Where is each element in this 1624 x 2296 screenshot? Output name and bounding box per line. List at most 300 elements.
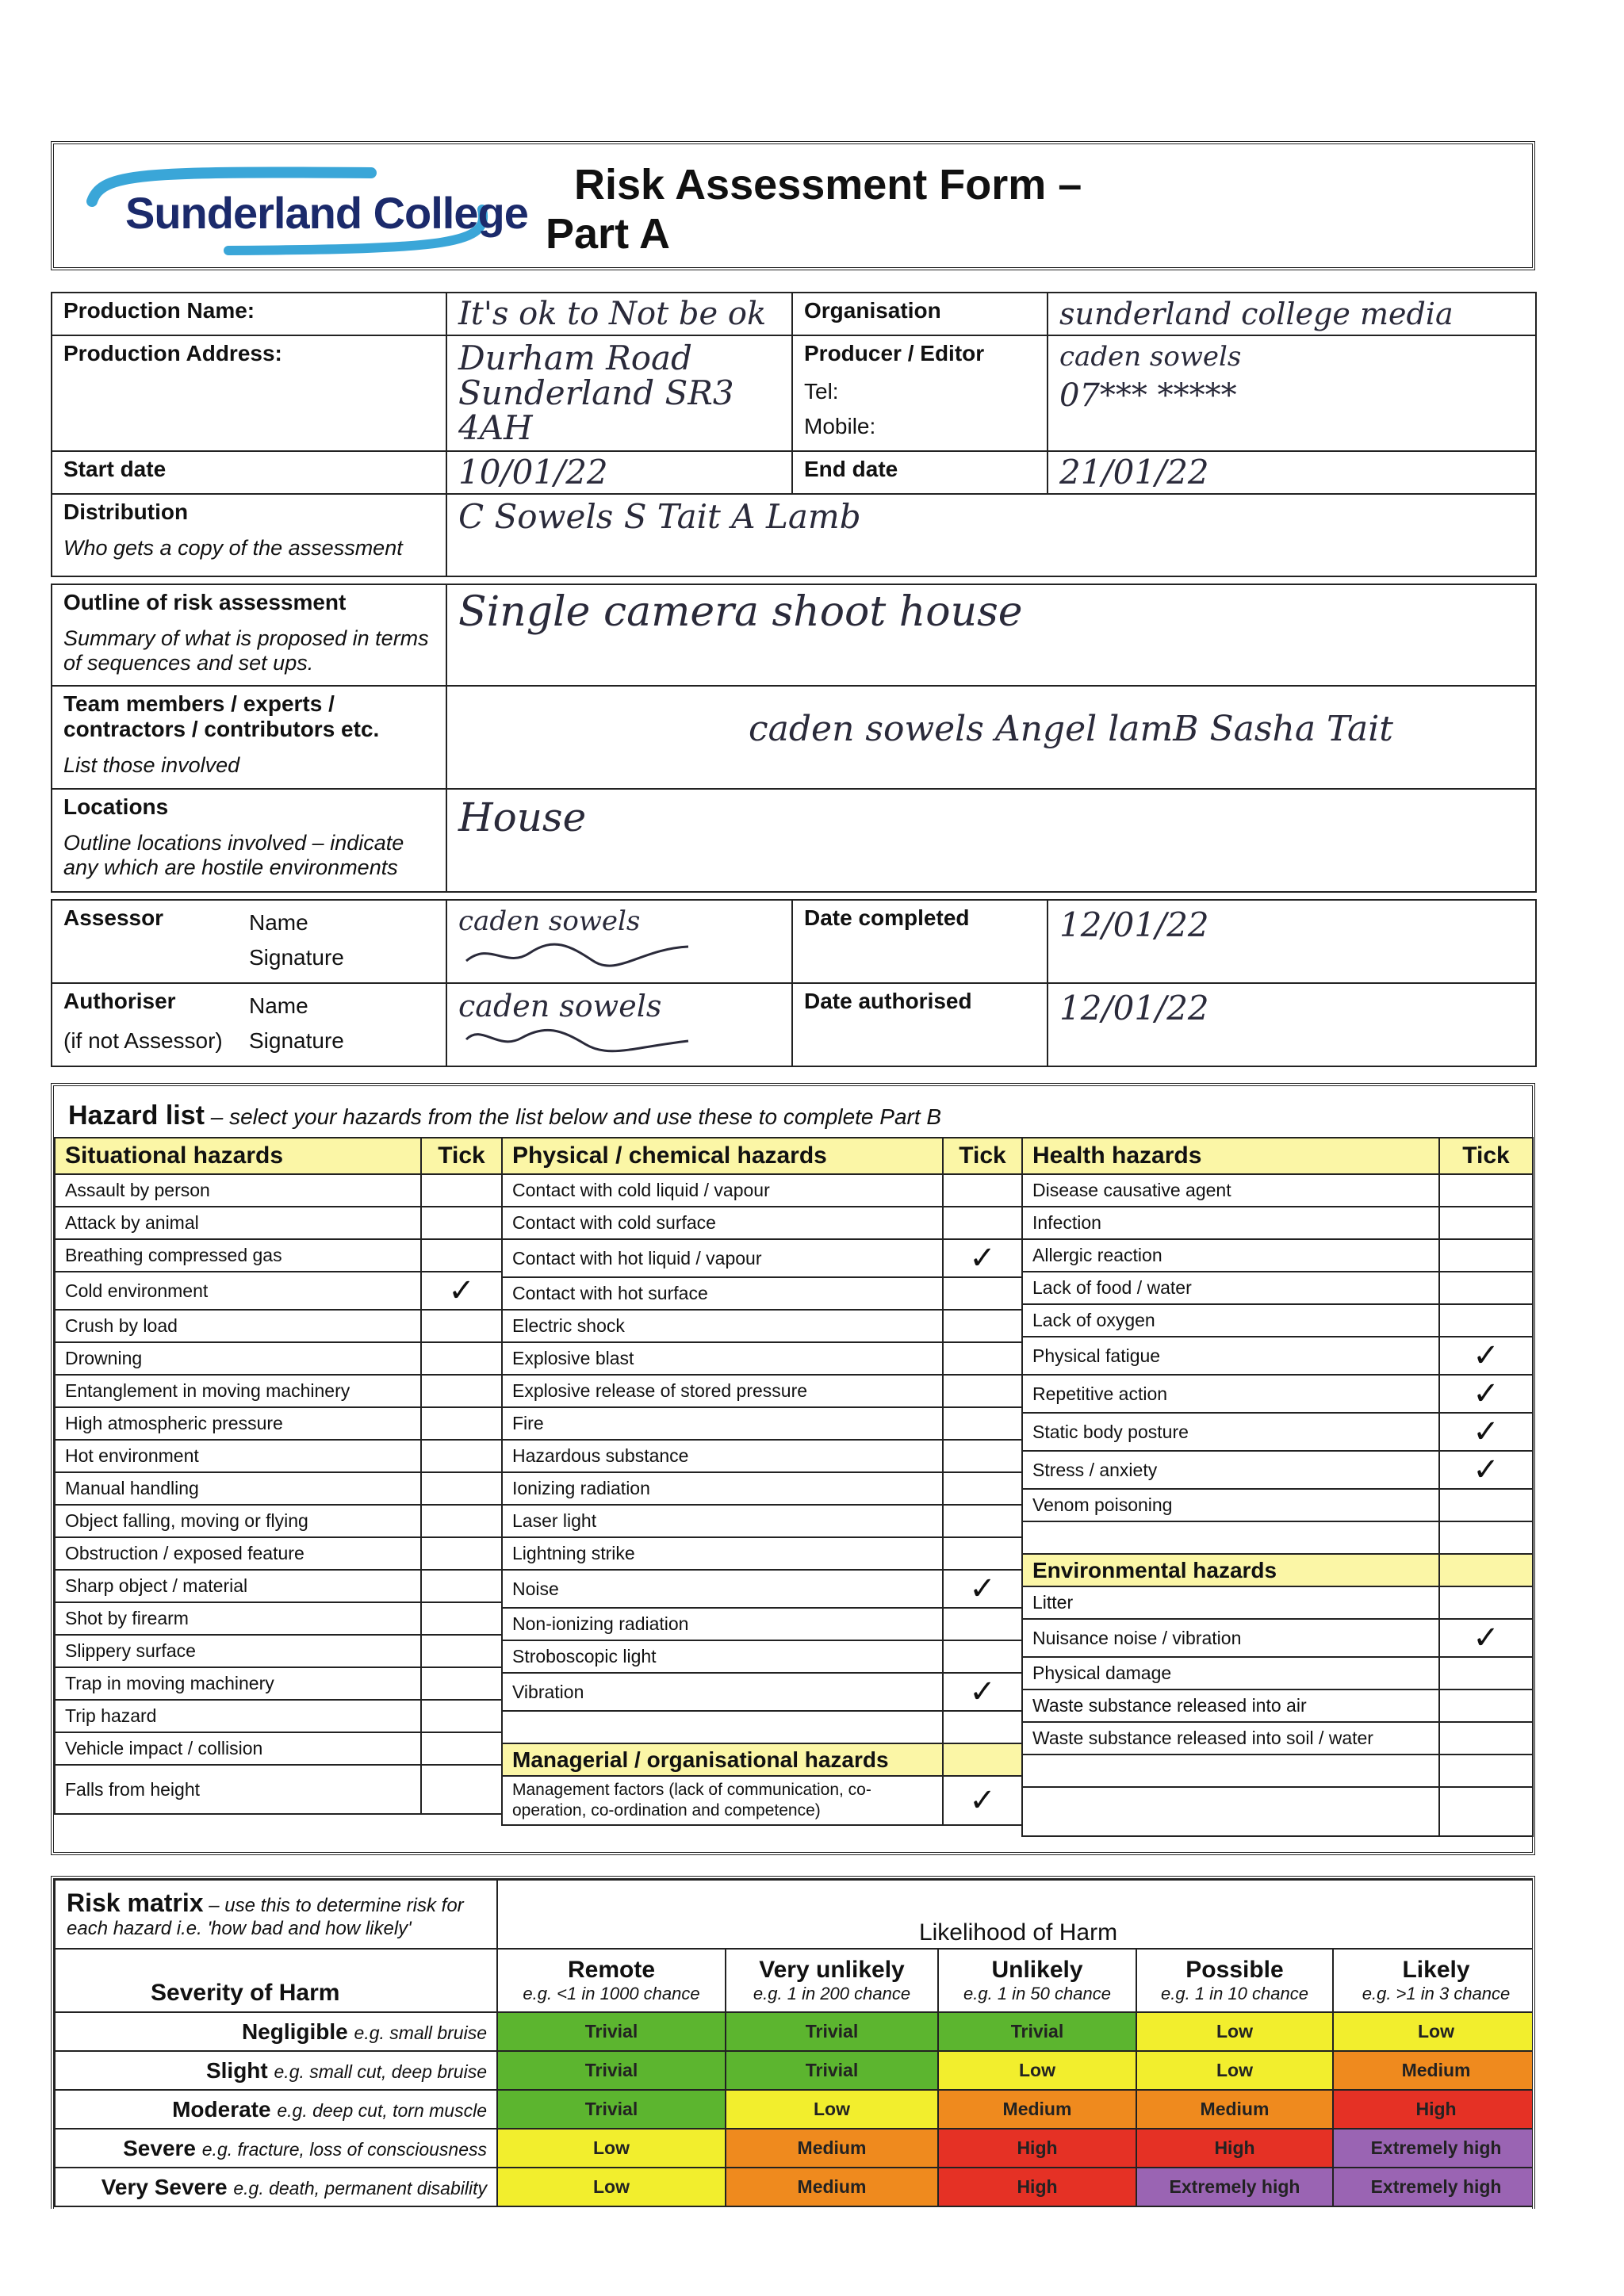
tick-box[interactable] xyxy=(1439,1272,1533,1304)
severity-example: e.g. deep cut, torn muscle xyxy=(277,2099,487,2121)
hazard-list-section xyxy=(51,1083,1535,1855)
tick-box[interactable] xyxy=(421,1765,502,1814)
tick-head: Tick xyxy=(1439,1138,1533,1174)
situational-hazard-label: Cold environment xyxy=(55,1272,421,1310)
risk-level-cell: Trivial xyxy=(726,2012,938,2051)
hazard-row xyxy=(502,1640,1022,1673)
risk-level-cell: Low xyxy=(726,2090,938,2129)
risk-level-cell: Medium xyxy=(938,2090,1136,2129)
tick-box[interactable] xyxy=(1439,1657,1533,1689)
empty-cell xyxy=(1022,1787,1439,1836)
locations-value[interactable]: House xyxy=(446,789,1536,892)
physical-hazard-label: Contact with hot liquid / vapour xyxy=(502,1239,943,1277)
subsection-header xyxy=(1022,1554,1533,1586)
health-hazard-label: Physical fatigue xyxy=(1022,1337,1439,1375)
tick-box[interactable]: ✓ xyxy=(1439,1619,1533,1657)
hazard-row-empty xyxy=(1022,1521,1533,1554)
organisation-value[interactable]: sunderland college media xyxy=(1048,293,1536,335)
assessor-signature-label: Signature xyxy=(249,945,344,970)
tick-box[interactable] xyxy=(943,1640,1022,1673)
hazard-row xyxy=(55,1407,502,1440)
tick-box[interactable] xyxy=(1439,1239,1533,1272)
tick-box[interactable] xyxy=(421,1239,502,1272)
mobile-label: Mobile: xyxy=(804,414,876,438)
environmental-hazard-label: Waste substance released into soil / water xyxy=(1022,1722,1439,1755)
tick-box[interactable] xyxy=(943,1174,1022,1207)
tick-box[interactable] xyxy=(1439,1207,1533,1239)
hazard-row xyxy=(502,1277,1022,1310)
outline-label: Outline of risk assessment xyxy=(63,590,347,614)
tick-box[interactable]: ✓ xyxy=(1439,1337,1533,1375)
tick-head: Tick xyxy=(421,1138,502,1174)
risk-matrix-row xyxy=(55,2129,1535,2168)
hazard-row xyxy=(55,1505,502,1537)
physical-hazard-label: Contact with cold liquid / vapour xyxy=(502,1174,943,1207)
tick-box[interactable] xyxy=(421,1732,502,1765)
production-address-label: Production Address: xyxy=(52,335,446,451)
likelihood-example: e.g. >1 in 3 chance xyxy=(1362,1984,1511,2003)
health-hazard-label: Infection xyxy=(1022,1207,1439,1239)
tick-box[interactable] xyxy=(421,1635,502,1667)
tick-box[interactable] xyxy=(943,1277,1022,1310)
likelihood-header xyxy=(1136,1949,1333,2012)
hazard-row xyxy=(55,1765,502,1814)
hazard-row xyxy=(502,1342,1022,1375)
risk-level-cell: Low xyxy=(497,2129,726,2168)
hazard-row xyxy=(502,1472,1022,1505)
risk-level-cell: High xyxy=(938,2129,1136,2168)
managerial-head: Managerial / organisational hazards xyxy=(502,1743,943,1776)
risk-level-cell: Trivial xyxy=(938,2012,1136,2051)
risk-matrix-row xyxy=(55,2012,1535,2051)
tick-box[interactable]: ✓ xyxy=(943,1570,1022,1608)
authoriser-sub: (if not Assessor) xyxy=(63,1028,223,1053)
outline-cell xyxy=(52,584,446,686)
likelihood-example: e.g. <1 in 1000 chance xyxy=(523,1984,700,2003)
tick-box[interactable] xyxy=(421,1407,502,1440)
situational-hazard-label: Obstruction / exposed feature xyxy=(55,1537,421,1570)
hazard-row xyxy=(1022,1174,1533,1207)
situational-hazard-label: Breathing compressed gas xyxy=(55,1239,421,1272)
producer-value: caden sowels xyxy=(1059,341,1242,373)
tick-box[interactable] xyxy=(1439,1174,1533,1207)
physical-hazard-label: Laser light xyxy=(502,1505,943,1537)
hazard-row xyxy=(55,1732,502,1765)
tick-box[interactable] xyxy=(421,1472,502,1505)
tick-box[interactable] xyxy=(421,1667,502,1700)
likelihood-name: Remote xyxy=(567,1957,656,1983)
risk-level-cell: Medium xyxy=(726,2129,938,2168)
physical-hazard-label: Fire xyxy=(502,1407,943,1440)
tick-box[interactable] xyxy=(421,1310,502,1342)
hazard-row xyxy=(55,1239,502,1272)
situational-hazard-label: Attack by animal xyxy=(55,1207,421,1239)
likelihood-header xyxy=(726,1949,938,2012)
outline-value[interactable]: Single camera shoot house xyxy=(446,584,1536,686)
tick-box[interactable] xyxy=(1439,1689,1533,1722)
tick-box[interactable] xyxy=(421,1342,502,1375)
college-logo xyxy=(70,155,546,258)
tick-box[interactable] xyxy=(943,1711,1022,1743)
physical-hazard-label: Noise xyxy=(502,1570,943,1608)
physical-hazard-label: Non-ionizing radiation xyxy=(502,1608,943,1640)
likelihood-name: Unlikely xyxy=(991,1957,1083,1983)
health-hazard-label: Venom poisoning xyxy=(1022,1489,1439,1521)
risk-matrix-row xyxy=(55,2090,1535,2129)
hazard-row xyxy=(1022,1304,1533,1337)
assessor-signature-icon xyxy=(458,937,696,972)
severity-example: e.g. small cut, deep bruise xyxy=(274,2061,487,2082)
tick-box[interactable]: ✓ xyxy=(421,1272,502,1310)
locations-label: Locations xyxy=(63,794,169,819)
tick-box[interactable] xyxy=(943,1440,1022,1472)
situational-hazard-label: Vehicle impact / collision xyxy=(55,1732,421,1765)
risk-level-cell: Trivial xyxy=(497,2012,726,2051)
tick-box[interactable] xyxy=(943,1207,1022,1239)
tick-box[interactable] xyxy=(421,1375,502,1407)
risk-level-cell: Extremely high xyxy=(1136,2168,1333,2206)
hazard-row xyxy=(1022,1207,1533,1239)
hazard-row xyxy=(502,1537,1022,1570)
tick-box[interactable] xyxy=(943,1608,1022,1640)
hazard-row xyxy=(55,1635,502,1667)
likelihood-name: Very unlikely xyxy=(759,1957,905,1983)
severity-name: Very Severe xyxy=(101,2174,234,2199)
subsection-tick-empty xyxy=(1439,1554,1533,1586)
hazard-row xyxy=(502,1776,1022,1825)
severity-name: Severe xyxy=(123,2135,202,2160)
severity-example: e.g. death, permanent disability xyxy=(233,2177,487,2198)
risk-level-cell: Medium xyxy=(1333,2051,1535,2090)
hazard-row xyxy=(502,1239,1022,1277)
likelihood-name: Possible xyxy=(1185,1957,1284,1983)
tick-box[interactable] xyxy=(421,1174,502,1207)
hazard-row-empty xyxy=(502,1711,1022,1743)
authoriser-signature-label: Signature xyxy=(249,1028,344,1053)
hazard-row xyxy=(55,1375,502,1407)
tick-box[interactable] xyxy=(421,1207,502,1239)
tick-box[interactable] xyxy=(1439,1787,1533,1836)
phone-value: 07*** ***** xyxy=(1059,377,1237,414)
tick-box[interactable] xyxy=(943,1407,1022,1440)
risk-level-cell: Low xyxy=(1136,2051,1333,2090)
environmental-hazard-label: Nuisance noise / vibration xyxy=(1022,1619,1439,1657)
health-hazard-label: Lack of oxygen xyxy=(1022,1304,1439,1337)
hazard-row xyxy=(1022,1586,1533,1619)
form-title-line1: Risk Assessment Form – xyxy=(574,161,1082,209)
start-date-label: Start date xyxy=(52,451,446,494)
hazard-row xyxy=(1022,1239,1533,1272)
situational-hazard-label: Drowning xyxy=(55,1342,421,1375)
tick-box[interactable]: ✓ xyxy=(943,1239,1022,1277)
form-header xyxy=(51,141,1535,270)
hazard-row xyxy=(502,1207,1022,1239)
hazard-row xyxy=(55,1602,502,1635)
tick-box[interactable]: ✓ xyxy=(1439,1451,1533,1489)
risk-level-cell: Trivial xyxy=(497,2090,726,2129)
hazard-row xyxy=(55,1570,502,1602)
situational-hazard-label: Assault by person xyxy=(55,1174,421,1207)
hazard-row xyxy=(502,1407,1022,1440)
authoriser-cell xyxy=(52,983,446,1066)
situational-head: Situational hazards xyxy=(55,1138,421,1174)
hazard-row xyxy=(1022,1657,1533,1689)
physical-hazard-label: Contact with hot surface xyxy=(502,1277,943,1310)
empty-cell xyxy=(1022,1755,1439,1787)
form-title-line2: Part A xyxy=(546,210,671,258)
physical-hazard-label: Hazardous substance xyxy=(502,1440,943,1472)
severity-name: Moderate xyxy=(172,2096,278,2122)
risk-level-cell: Medium xyxy=(726,2168,938,2206)
risk-level-cell: Low xyxy=(1136,2012,1333,2051)
authoriser-label: Authoriser xyxy=(63,989,176,1013)
severity-example: e.g. fracture, loss of consciousness xyxy=(201,2138,487,2160)
risk-level-cell: High xyxy=(1136,2129,1333,2168)
physical-hazard-label: Ionizing radiation xyxy=(502,1472,943,1505)
hazard-row xyxy=(502,1505,1022,1537)
tick-box[interactable]: ✓ xyxy=(1439,1413,1533,1451)
physical-hazard-label: Lightning strike xyxy=(502,1537,943,1570)
risk-level-cell: High xyxy=(1333,2090,1535,2129)
hazard-row xyxy=(55,1342,502,1375)
distribution-value[interactable]: C Sowels S Tait A Lamb xyxy=(446,494,1536,576)
team-cell xyxy=(52,686,446,789)
hazard-row-empty xyxy=(1022,1787,1533,1836)
locations-sub: Outline locations involved – indicate any which are hostile environments xyxy=(63,831,404,879)
assessor-name-label: Name xyxy=(249,910,308,935)
authoriser-name: caden sowels xyxy=(458,989,662,1024)
situational-hazard-label: Entanglement in moving machinery xyxy=(55,1375,421,1407)
health-head: Health hazards xyxy=(1022,1138,1439,1174)
physical-hazard-label: Stroboscopic light xyxy=(502,1640,943,1673)
start-date-value[interactable]: 10/01/22 xyxy=(446,451,792,494)
hazard-row xyxy=(1022,1451,1533,1489)
physical-hazard-label: Explosive blast xyxy=(502,1342,943,1375)
hazard-row xyxy=(55,1174,502,1207)
tick-box[interactable] xyxy=(421,1440,502,1472)
producer-label: Producer / Editor xyxy=(804,341,985,365)
hazard-row xyxy=(1022,1375,1533,1413)
risk-level-cell: Low xyxy=(497,2168,726,2206)
health-hazard-label: Static body posture xyxy=(1022,1413,1439,1451)
hazard-row xyxy=(55,1537,502,1570)
severity-name: Slight xyxy=(205,2057,274,2083)
subsection-header xyxy=(502,1743,1022,1776)
distribution-cell xyxy=(52,494,446,576)
assessor-label: Assessor xyxy=(63,905,164,930)
health-hazard-label: Disease causative agent xyxy=(1022,1174,1439,1207)
tick-box[interactable]: ✓ xyxy=(943,1776,1022,1825)
tick-box[interactable] xyxy=(943,1310,1022,1342)
tel-label: Tel: xyxy=(804,379,839,404)
risk-matrix-row xyxy=(55,2168,1535,2206)
environmental-head: Environmental hazards xyxy=(1022,1554,1439,1586)
tick-box[interactable] xyxy=(1439,1304,1533,1337)
tick-box[interactable] xyxy=(421,1570,502,1602)
tick-box[interactable]: ✓ xyxy=(1439,1375,1533,1413)
end-date-value[interactable]: 21/01/22 xyxy=(1048,451,1536,494)
tick-box[interactable] xyxy=(1439,1586,1533,1619)
risk-matrix-section xyxy=(51,1876,1535,2209)
environmental-hazard-label: Waste substance released into air xyxy=(1022,1689,1439,1722)
situational-hazard-label: Falls from height xyxy=(55,1765,421,1814)
risk-level-cell: Medium xyxy=(1136,2090,1333,2129)
tick-box[interactable] xyxy=(421,1602,502,1635)
risk-matrix-title-sub: – use this to determine risk for each hazard i.e. 'how bad and how likely' xyxy=(67,1895,464,1939)
severity-example: e.g. small bruise xyxy=(354,2022,487,2043)
severity-level xyxy=(55,2090,497,2129)
assessor-value-cell[interactable] xyxy=(446,900,792,983)
severity-level xyxy=(55,2129,497,2168)
tick-box[interactable]: ✓ xyxy=(943,1673,1022,1711)
form-title xyxy=(546,160,1082,258)
likelihood-example: e.g. 1 in 50 chance xyxy=(963,1984,1111,2003)
situational-hazard-label: High atmospheric pressure xyxy=(55,1407,421,1440)
situational-hazards-table xyxy=(54,1137,503,1815)
physical-hazards-table xyxy=(501,1137,1023,1826)
tick-box[interactable] xyxy=(421,1700,502,1732)
hazard-row xyxy=(55,1700,502,1732)
hazard-row xyxy=(55,1272,502,1310)
date-authorised-value[interactable]: 12/01/22 xyxy=(1048,983,1536,1066)
tick-box[interactable] xyxy=(421,1537,502,1570)
hazard-row xyxy=(1022,1722,1533,1755)
hazard-row xyxy=(55,1440,502,1472)
severity-level xyxy=(55,2168,497,2206)
tick-box[interactable] xyxy=(1439,1722,1533,1755)
empty-cell xyxy=(1022,1521,1439,1554)
end-date-label: End date xyxy=(792,451,1048,494)
production-name-value[interactable]: It's ok to Not be ok xyxy=(446,293,792,335)
tick-box[interactable] xyxy=(943,1537,1022,1570)
assessor-cell xyxy=(52,900,446,983)
subsection-tick-empty xyxy=(943,1743,1022,1776)
hazard-row xyxy=(1022,1413,1533,1451)
risk-level-cell: Low xyxy=(1333,2012,1535,2051)
authoriser-name-label: Name xyxy=(249,993,308,1018)
hazard-row xyxy=(502,1440,1022,1472)
hazard-row xyxy=(502,1375,1022,1407)
severity-level xyxy=(55,2012,497,2051)
producer-cell xyxy=(792,335,1048,451)
producer-value-cell[interactable] xyxy=(1048,335,1536,451)
hazard-row-empty xyxy=(1022,1755,1533,1787)
risk-matrix-table xyxy=(54,1879,1535,2207)
hazard-row xyxy=(1022,1689,1533,1722)
authoriser-value-cell[interactable] xyxy=(446,983,792,1066)
likelihood-name: Likely xyxy=(1402,1957,1470,1983)
likelihood-header xyxy=(497,1949,726,2012)
team-label: Team members / experts / contractors / contributors etc. xyxy=(63,691,380,741)
hazard-row xyxy=(55,1207,502,1239)
distribution-label: Distribution xyxy=(63,499,189,524)
tick-box[interactable] xyxy=(1439,1521,1533,1554)
hazard-row xyxy=(1022,1489,1533,1521)
likelihood-header xyxy=(938,1949,1136,2012)
likelihood-label: Likelihood of Harm xyxy=(497,1880,1535,1949)
hazard-row xyxy=(55,1667,502,1700)
situational-hazard-label: Sharp object / material xyxy=(55,1570,421,1602)
likelihood-header xyxy=(1333,1949,1535,2012)
situational-hazard-label: Hot environment xyxy=(55,1440,421,1472)
hazard-row xyxy=(1022,1619,1533,1657)
risk-level-cell: Extremely high xyxy=(1333,2129,1535,2168)
tick-box[interactable] xyxy=(421,1505,502,1537)
hazard-row xyxy=(502,1570,1022,1608)
team-sub: List those involved xyxy=(63,753,240,777)
situational-hazard-label: Object falling, moving or flying xyxy=(55,1505,421,1537)
health-hazard-label: Repetitive action xyxy=(1022,1375,1439,1413)
production-info-table xyxy=(51,292,1537,1067)
environmental-hazard-label: Litter xyxy=(1022,1586,1439,1619)
production-address-value[interactable]: Durham Road Sunderland SR3 4AH xyxy=(446,335,792,451)
health-hazard-label: Allergic reaction xyxy=(1022,1239,1439,1272)
situational-hazard-label: Trip hazard xyxy=(55,1700,421,1732)
team-value[interactable]: caden sowels Angel lamB Sasha Tait xyxy=(446,686,1536,789)
risk-level-cell: Trivial xyxy=(726,2051,938,2090)
tick-box[interactable] xyxy=(1439,1489,1533,1521)
physical-hazard-label: Explosive release of stored pressure xyxy=(502,1375,943,1407)
hazard-row xyxy=(502,1673,1022,1711)
date-completed-value[interactable]: 12/01/22 xyxy=(1048,900,1536,983)
tick-box[interactable] xyxy=(943,1472,1022,1505)
tick-head: Tick xyxy=(943,1138,1022,1174)
empty-cell xyxy=(502,1711,943,1743)
hazard-row xyxy=(502,1608,1022,1640)
date-authorised-label: Date authorised xyxy=(792,983,1048,1066)
hazard-row xyxy=(502,1310,1022,1342)
physical-head: Physical / chemical hazards xyxy=(502,1138,943,1174)
likelihood-example: e.g. 1 in 10 chance xyxy=(1161,1984,1308,2003)
risk-level-cell: Low xyxy=(938,2051,1136,2090)
situational-hazard-label: Crush by load xyxy=(55,1310,421,1342)
severity-label: Severity of Harm xyxy=(55,1949,497,2012)
health-hazards-table xyxy=(1021,1137,1534,1837)
likelihood-example: e.g. 1 in 200 chance xyxy=(753,1984,911,2003)
risk-level-cell: Extremely high xyxy=(1333,2168,1535,2206)
physical-hazard-label: Contact with cold surface xyxy=(502,1207,943,1239)
tick-box[interactable] xyxy=(943,1342,1022,1375)
risk-matrix-title-main: Risk matrix xyxy=(67,1888,204,1917)
tick-box[interactable] xyxy=(943,1375,1022,1407)
hazard-list-title: Hazard list – select your hazards from the list below and use these to complete Part B xyxy=(68,1100,942,1131)
severity-level xyxy=(55,2051,497,2090)
production-name-label: Production Name: xyxy=(52,293,446,335)
hazard-row xyxy=(1022,1337,1533,1375)
managerial-hazard-label: Management factors (lack of communication, co-operation, co-ordination and competence) xyxy=(502,1776,943,1825)
date-completed-label: Date completed xyxy=(792,900,1048,983)
physical-hazard-label: Vibration xyxy=(502,1673,943,1711)
distribution-sub: Who gets a copy of the assessment xyxy=(63,536,403,560)
tick-box[interactable] xyxy=(943,1505,1022,1537)
environmental-hazard-label: Physical damage xyxy=(1022,1657,1439,1689)
risk-matrix-title xyxy=(55,1880,497,1949)
authoriser-signature-icon xyxy=(458,1024,696,1055)
hazard-row xyxy=(1022,1272,1533,1304)
tick-box[interactable] xyxy=(1439,1755,1533,1787)
logo-text: Sunderland College xyxy=(125,188,528,238)
physical-hazard-label: Electric shock xyxy=(502,1310,943,1342)
organisation-label: Organisation xyxy=(792,293,1048,335)
hazard-row xyxy=(55,1310,502,1342)
health-hazard-label: Lack of food / water xyxy=(1022,1272,1439,1304)
risk-level-cell: High xyxy=(938,2168,1136,2206)
health-hazard-label: Stress / anxiety xyxy=(1022,1451,1439,1489)
situational-hazard-label: Shot by firearm xyxy=(55,1602,421,1635)
risk-matrix-row xyxy=(55,2051,1535,2090)
severity-name: Negligible xyxy=(241,2019,354,2044)
hazard-row xyxy=(502,1174,1022,1207)
